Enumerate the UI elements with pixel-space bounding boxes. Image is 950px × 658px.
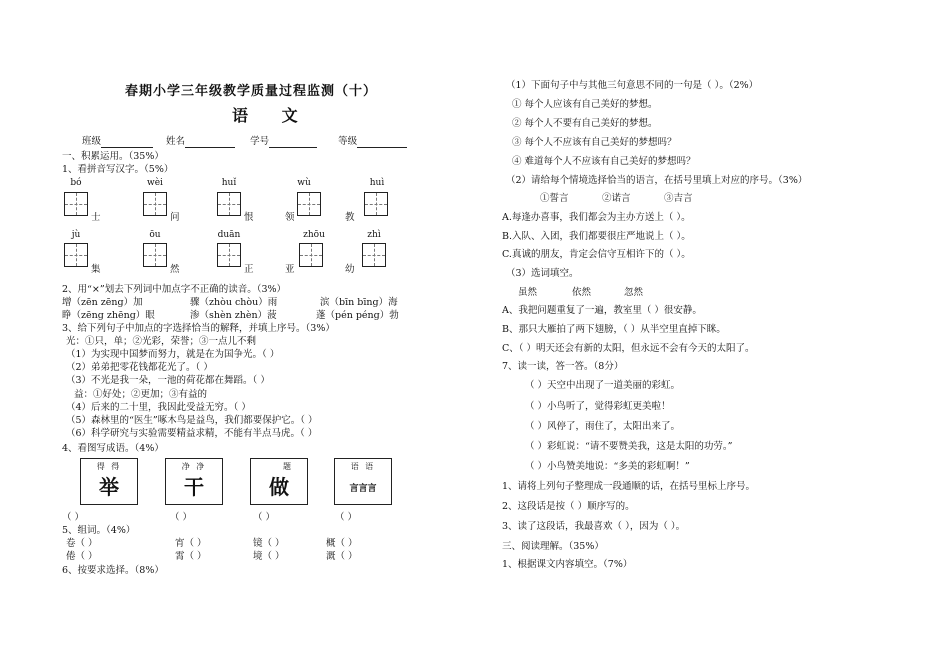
pinyin-label: huǐ (221, 178, 237, 188)
subject-title: 语 文 (232, 106, 312, 125)
r2-line: B.入队、入团，我们都要很庄严地说上（ ）。 (502, 231, 691, 242)
r3-line: C、（ ）明天还会有新的太阳，但永远不会有今天的太阳了。 (502, 343, 755, 354)
pinyin-label: wù (297, 178, 311, 188)
r3-word: 虽然 (518, 287, 538, 298)
idiom-top-text: 得 得 (96, 462, 122, 471)
q7-subquestion: 2、这段话是按（ ）顺序写的。 (502, 501, 635, 512)
section-3-question-1: 1、根据课文内容填空。（7%） (502, 559, 633, 570)
q5-item[interactable]: 倦（ ） (66, 551, 98, 562)
q2-item: 蓬（pén péng）勃 (316, 310, 399, 321)
idiom-answer[interactable]: （ ） (62, 512, 85, 523)
q5-item[interactable]: 霄（ ） (175, 551, 207, 562)
question-1-heading: 1、看拼音写汉字。（5%） (62, 164, 174, 175)
r3-question: （3）选词填空。 (506, 268, 579, 279)
q5-item[interactable]: 溉（ ） (326, 551, 358, 562)
question-3-heading: 3、给下列句子中加点的字选择恰当的解释，并填上序号。（3%） (62, 323, 335, 334)
r1-option: ④ 难道每个人不应该有自己美好的梦想吗？ (512, 156, 696, 167)
q5-item[interactable]: 境（ ） (253, 551, 285, 562)
q5-item[interactable]: 概（ ） (326, 538, 358, 549)
idiom-picture-box (250, 458, 308, 505)
idiom-top-text: 净 净 (181, 462, 207, 471)
writing-grid-box[interactable] (143, 192, 167, 216)
q7-sentence: （ ）小鸟赞美地说：“多美的彩虹啊！” (525, 461, 690, 472)
grade-field[interactable] (357, 137, 407, 148)
q3-line: （3）不光是我一朵，一池的荷花都在舞蹈。（ ） (66, 375, 270, 386)
q7-sentence: （ ）天空中出现了一道美丽的彩虹。 (525, 380, 681, 391)
question-7-heading: 7、读一读，答一答。（8分） (502, 361, 624, 372)
idiom-answer[interactable]: （ ） (253, 512, 276, 523)
pinyin-label: zhì (367, 230, 381, 240)
r2-option: ③吉言 (664, 193, 693, 204)
question-2-heading: 2、用“×”划去下列词中加点字不正确的读音。（3%） (62, 284, 287, 295)
q2-item: 睁（zēng zhēng）眼 (62, 310, 155, 321)
r2-line: A.每逢办喜事，我们都会为主办方送上（ ）。 (502, 212, 691, 223)
q7-sentence: （ ）风停了，雨住了，太阳出来了。 (525, 421, 681, 432)
writing-grid-box[interactable] (364, 192, 388, 216)
pinyin-label: wèi (147, 178, 163, 188)
r3-word: 依然 (572, 287, 592, 298)
q3-line: （4）后来的二十里，我因此受益无穷。（ ） (66, 402, 251, 413)
q7-subquestion: 1、请将上列句子整理成一段通顺的话，在括号里标上序号。 (502, 481, 756, 492)
question-4-heading: 4、看图写成语。（4%） (62, 443, 164, 454)
r2-line: C.真诚的朋友，肯定会信守互相许下的（ ）。 (502, 249, 691, 260)
info-row (82, 136, 407, 148)
q3-line: （5）森林里的“医生”啄木鸟是益鸟，我们都要保护它。（ ） (66, 415, 318, 426)
q2-item: 渗（shèn zhèn）菠 (190, 310, 277, 321)
r3-line: B、那只大雁拍了两下翅膀，（ ）从半空里直掉下眯。 (502, 324, 726, 335)
writing-grid-box[interactable] (299, 243, 323, 267)
word-char: 教 (345, 212, 355, 223)
r1-question: （1）下面句子中与其他三句意思不同的一句是（ ）。（2%） (506, 80, 759, 91)
q3-line: 益：①好处；②更加；③有益的 (74, 389, 208, 400)
exam-title: 春期小学三年级教学质量过程监测（十） (125, 84, 378, 99)
q2-item: 增（zēn zēng）加 (62, 297, 143, 308)
q2-item: 骤（zhòu chòu）雨 (190, 297, 278, 308)
q3-line: （1）为实现中国梦而努力，就是在为国争光。（ ） (66, 349, 280, 360)
r3-word: 忽然 (624, 287, 644, 298)
idiom-answer[interactable]: （ ） (335, 512, 358, 523)
field-class-label: 班级 (82, 136, 102, 147)
word-char: 恨 (244, 212, 254, 223)
field-grade-label: 等级 (338, 136, 358, 147)
class-field[interactable] (101, 137, 153, 148)
word-char: 集 (91, 264, 101, 275)
word-char: 正 (244, 264, 254, 275)
writing-grid-box[interactable] (217, 192, 241, 216)
q3-line: （6）科学研究与实验需要精益求精，不能有半点马虎。（ ） (66, 428, 318, 439)
q3-line: （2）弟弟把零花钱都花光了。（ ） (66, 362, 213, 373)
pinyin-label: huì (369, 178, 385, 188)
word-char: 幼 (345, 264, 355, 275)
q7-sentence: （ ）彩虹说：“请不要赞美我，这是太阳的功劳。” (525, 441, 733, 452)
writing-grid-box[interactable] (143, 243, 167, 267)
r2-option: ②诺言 (602, 193, 631, 204)
idiom-picture-box (334, 458, 392, 505)
r1-option: ① 每个人应该有自己美好的梦想。 (512, 99, 658, 110)
q2-item: 滨（bīn bīng）海 (320, 297, 398, 308)
q5-item[interactable]: 镜（ ） (253, 538, 285, 549)
idiom-repeated-text: 言言言 (349, 484, 377, 494)
question-6-heading: 6、按要求选择。（8%） (62, 565, 164, 576)
idiom-main-char: 举 (99, 475, 119, 499)
word-char: 领 (285, 212, 295, 223)
writing-grid-box[interactable] (64, 243, 88, 267)
word-char: 然 (170, 264, 180, 275)
q7-sentence: （ ）小鸟听了，觉得彩虹更美啦！ (525, 401, 671, 412)
pinyin-label: duān (217, 230, 241, 240)
idiom-answer[interactable]: （ ） (170, 512, 193, 523)
pinyin-label: ōu (149, 230, 161, 240)
r1-option: ② 每个人不要有自己美好的梦想。 (512, 118, 658, 129)
idiom-picture-box (80, 458, 138, 505)
idiom-top-text: 题 (283, 462, 293, 471)
field-number-label: 学号 (250, 136, 270, 147)
idiom-picture-box (165, 458, 223, 505)
pinyin-label: bó (70, 178, 82, 188)
field-name-label: 姓名 (166, 136, 186, 147)
q7-subquestion: 3、读了这段话，我最喜欢（ ），因为（ ）。 (502, 521, 686, 532)
word-char: 亚 (285, 264, 295, 275)
writing-grid-box[interactable] (362, 243, 386, 267)
word-char: 问 (170, 212, 180, 223)
r2-option: ①誓言 (540, 193, 569, 204)
pinyin-label: jù (71, 230, 81, 240)
question-5-heading: 5、组词。（4%） (62, 525, 136, 536)
number-field[interactable] (269, 137, 317, 148)
q3-line: 光：①只，单；②光彩，荣誉；③一点儿不剩 (66, 336, 257, 347)
pinyin-label: zhōu (303, 230, 325, 240)
q5-item[interactable]: 卷（ ） (66, 538, 98, 549)
section-1-heading: 一、积累运用。（35%） (62, 151, 164, 162)
r1-option: ③ 每个人不应该有自己美好的梦想吗？ (512, 137, 677, 148)
section-3-heading: 三、阅读理解。（35%） (502, 541, 604, 552)
word-char: 士 (91, 212, 101, 223)
writing-grid-box[interactable] (217, 243, 241, 267)
name-field[interactable] (185, 137, 235, 148)
writing-grid-box[interactable] (297, 192, 321, 216)
idiom-main-char: 做 (269, 475, 289, 499)
r3-line: A、我把问题重复了一遍，教室里（ ）很安静。 (502, 305, 702, 316)
r2-question: （2）请给每个情境选择恰当的语言，在括号里填上对应的序号。（3%） (506, 175, 808, 186)
q5-item[interactable]: 宵（ ） (175, 538, 207, 549)
idiom-top-text: 语 语 (350, 462, 376, 471)
idiom-main-char: 干 (184, 475, 204, 499)
writing-grid-box[interactable] (64, 192, 88, 216)
